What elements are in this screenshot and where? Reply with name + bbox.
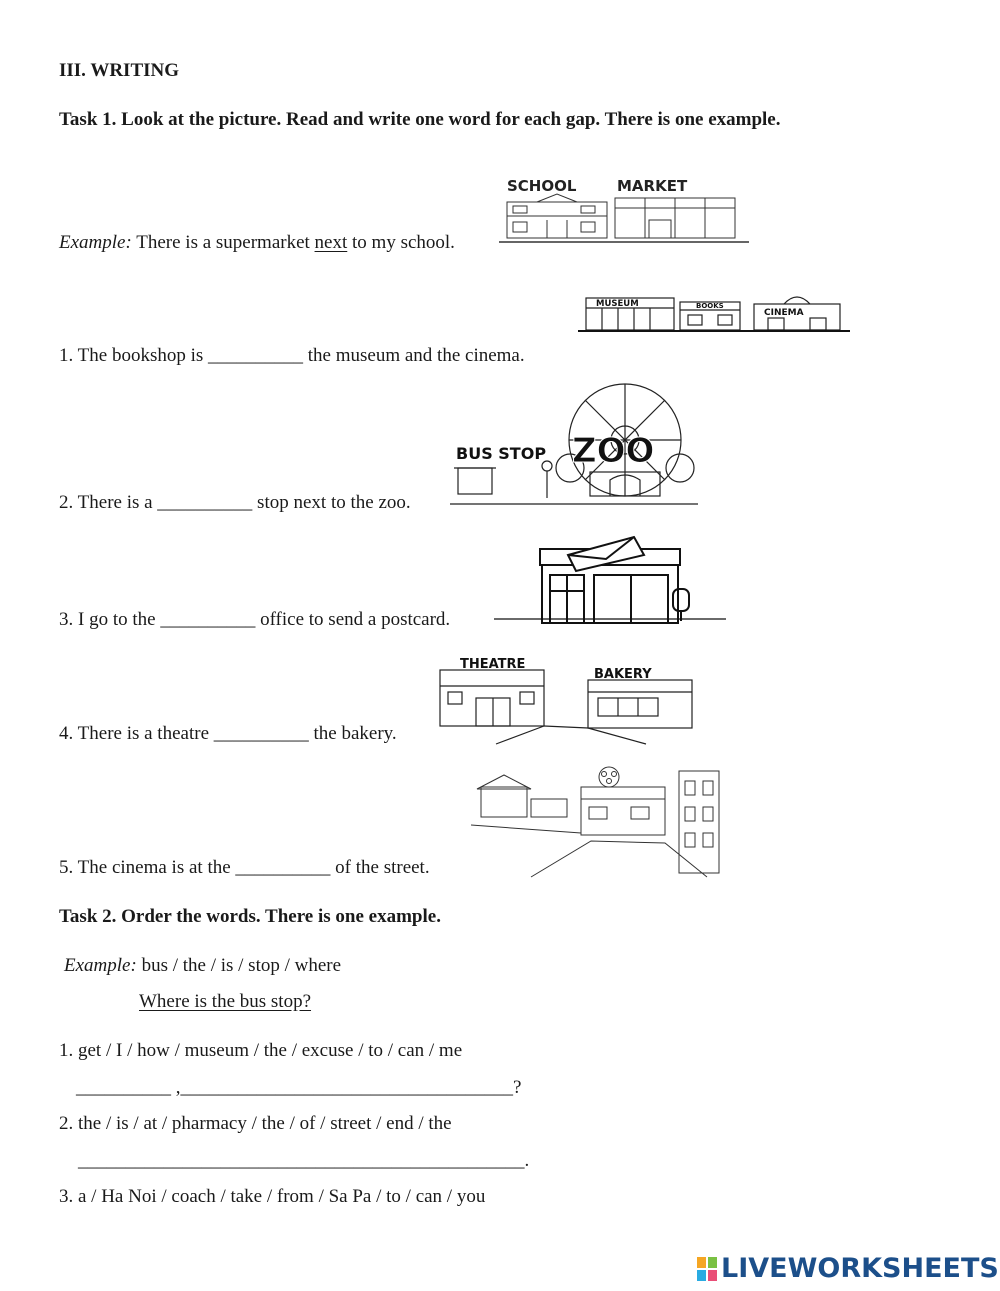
task1-item-3: 3. I go to the __________ office to send a postcard. — [59, 609, 451, 630]
theatre-bakery-picture — [436, 652, 696, 746]
liveworksheets-logo — [697, 1253, 999, 1284]
task1-item-1: 1. The bookshop is __________ the museum and the cinema. — [59, 345, 525, 366]
task2-item-1-answer-line[interactable]: __________ ,___________________________________? — [76, 1077, 522, 1098]
task1-item-5: 5. The cinema is at the __________ of the street. — [59, 857, 430, 878]
liveworksheets-logo-icon — [697, 1257, 717, 1281]
bus-stop-zoo-picture — [450, 380, 698, 508]
liveworksheets-brand: LIVEWORKSHEETS — [721, 1253, 999, 1284]
task2-item-3-words: 3. a / Ha Noi / coach / take / from / Sa Pa / to / can / you — [59, 1186, 486, 1207]
task1-example — [59, 232, 455, 254]
zoo-sign: ZOO — [572, 431, 655, 471]
task1-item-4: 4. There is a theatre __________ the bakery. — [59, 723, 397, 744]
museum-books-cinema-picture — [578, 288, 850, 334]
example-answer: next — [314, 232, 348, 253]
task2-example-answer: Where is the bus stop? — [139, 991, 312, 1012]
school-sign: SCHOOL — [507, 177, 577, 195]
task2-instruction: Task 2. Order the words. There is one example. — [59, 906, 441, 927]
cinema-sign: CINEMA — [764, 308, 804, 318]
street-cinema-picture — [471, 765, 723, 879]
task2-item-1-words: 1. get / I / how / museum / the / excuse / to / can / me — [59, 1040, 463, 1061]
example-label: Example: — [59, 232, 132, 253]
museum-sign: MUSEUM — [596, 299, 639, 309]
task2-example — [64, 955, 341, 977]
task1-item-2: 2. There is a __________ stop next to the zoo. — [59, 492, 411, 513]
task2-example-label: Example: — [64, 955, 137, 976]
task1-instruction: Task 1. Look at the picture. Read and write one word for each gap. There is one example. — [59, 109, 781, 130]
theatre-sign: THEATRE — [460, 657, 526, 672]
books-sign: BOOKS — [696, 302, 724, 310]
task2-example-words: bus / the / is / stop / where — [141, 955, 342, 976]
example-after: to my school. — [352, 232, 455, 253]
market-sign: MARKET — [617, 177, 688, 195]
task2-item-2-words: 2. the / is / at / pharmacy / the / of / street / end / the — [59, 1113, 452, 1134]
task2-item-2-answer-line[interactable]: _______________________________________________. — [78, 1150, 530, 1171]
school-market-picture — [499, 160, 749, 248]
bakery-sign: BAKERY — [594, 667, 652, 682]
section-heading: III. WRITING — [59, 60, 180, 81]
post-office-picture — [494, 535, 726, 627]
bus-stop-sign: BUS STOP — [456, 444, 547, 463]
example-before: There is a supermarket — [136, 232, 310, 253]
